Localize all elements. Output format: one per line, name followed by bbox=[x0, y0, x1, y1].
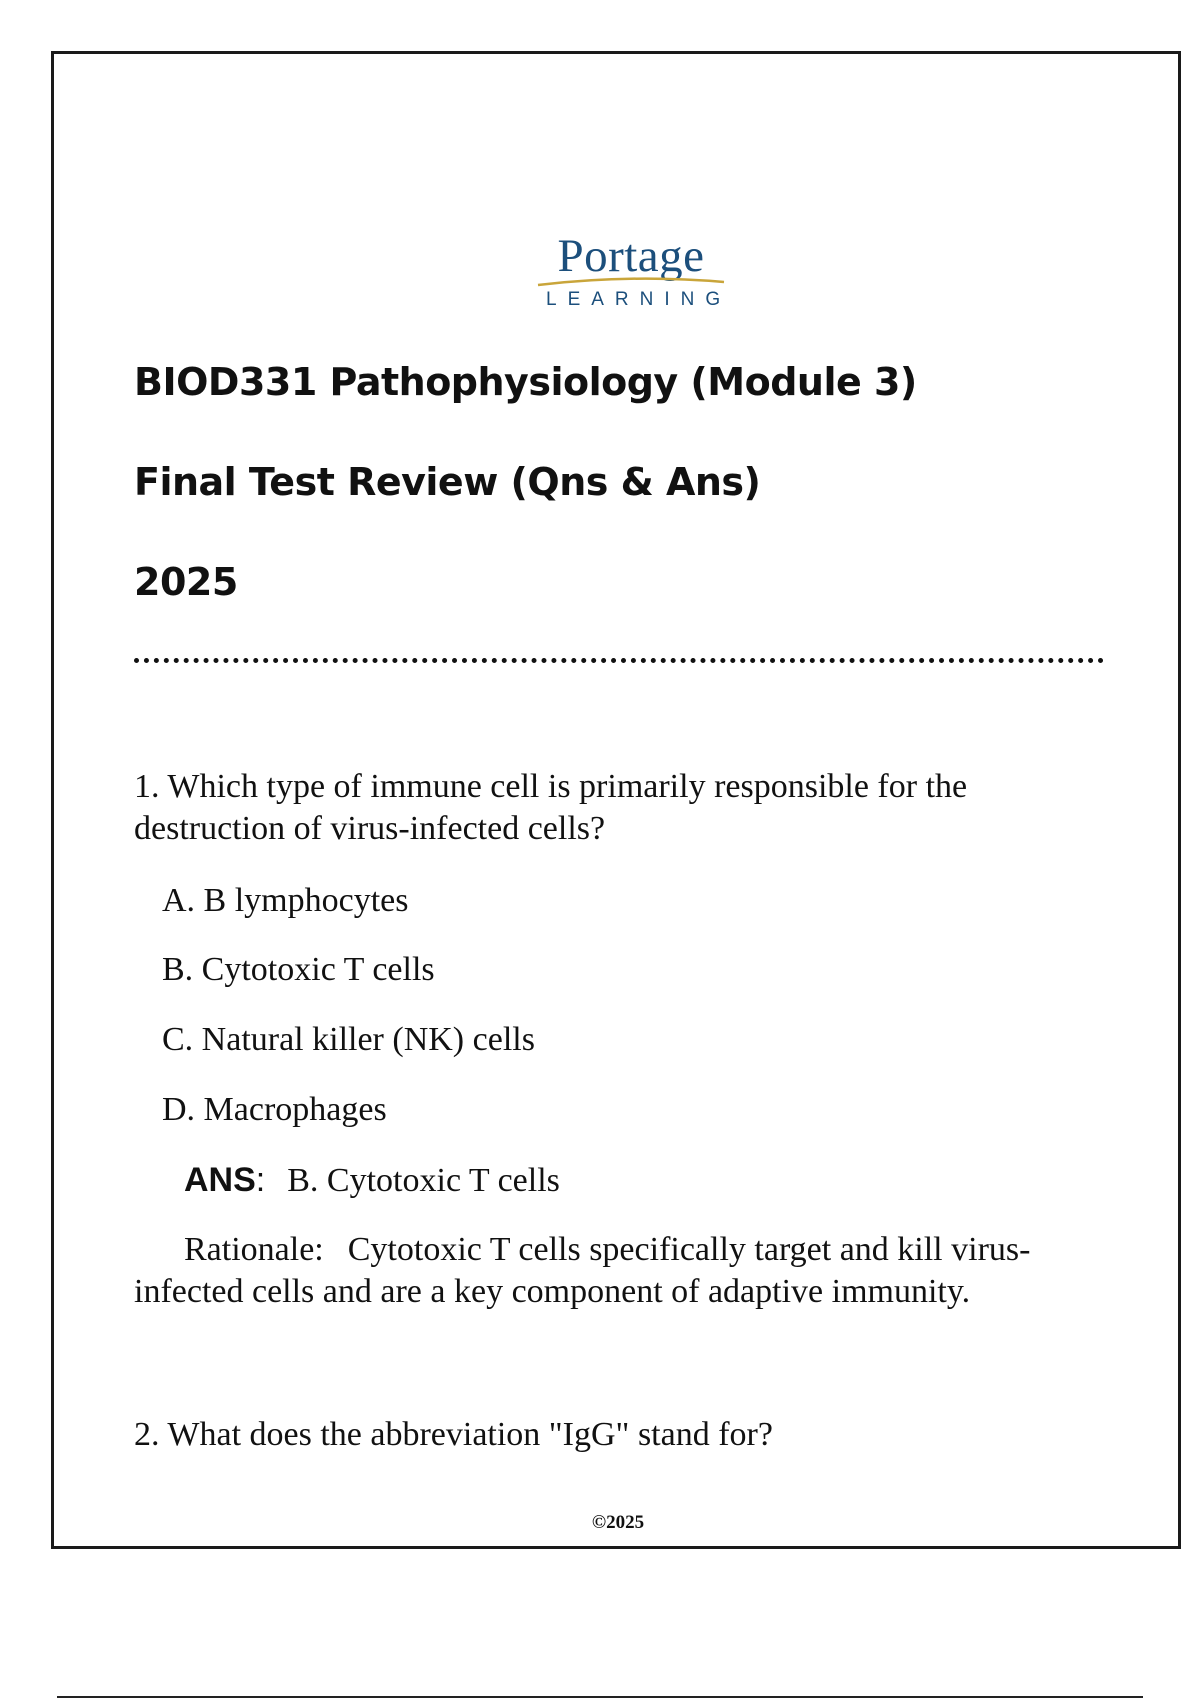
question-2-text: 2. What does the abbreviation "IgG" stand for? bbox=[134, 1416, 773, 1453]
answer-text: B. Cytotoxic T cells bbox=[287, 1162, 560, 1199]
question-1-option-c: C. Natural killer (NK) cells bbox=[162, 1021, 535, 1058]
course-title: BIOD331 Pathophysiology (Module 3) bbox=[134, 360, 917, 404]
copyright-footer: ©2025 bbox=[591, 1512, 645, 1533]
question-1-option-d: D. Macrophages bbox=[162, 1091, 387, 1128]
document-year: 2025 bbox=[134, 560, 238, 604]
question-1-answer bbox=[184, 1159, 560, 1202]
portage-learning-logo bbox=[536, 230, 732, 310]
dotted-divider bbox=[134, 658, 1104, 663]
question-1-text: 1. Which type of immune cell is primarily responsible for the destruction of virus-infected cells? bbox=[134, 768, 968, 847]
rationale-text: Cytotoxic T cells specifically target and kill virus-infected cells and are a key component of adaptive immunity. bbox=[134, 1231, 1031, 1310]
bottom-rule bbox=[57, 1696, 1143, 1698]
question-1-rationale bbox=[134, 1229, 1094, 1313]
answer-separator: : bbox=[255, 1161, 266, 1199]
logo-wordmark: Portage bbox=[557, 230, 705, 282]
document-subtitle: Final Test Review (Qns & Ans) bbox=[134, 460, 761, 504]
answer-label: ANS bbox=[184, 1161, 256, 1199]
question-1-option-a: A. B lymphocytes bbox=[162, 882, 409, 919]
rationale-label: Rationale: bbox=[184, 1231, 324, 1268]
logo-subtitle: LEARNING bbox=[546, 289, 732, 310]
question-1-option-b: B. Cytotoxic T cells bbox=[162, 951, 435, 988]
